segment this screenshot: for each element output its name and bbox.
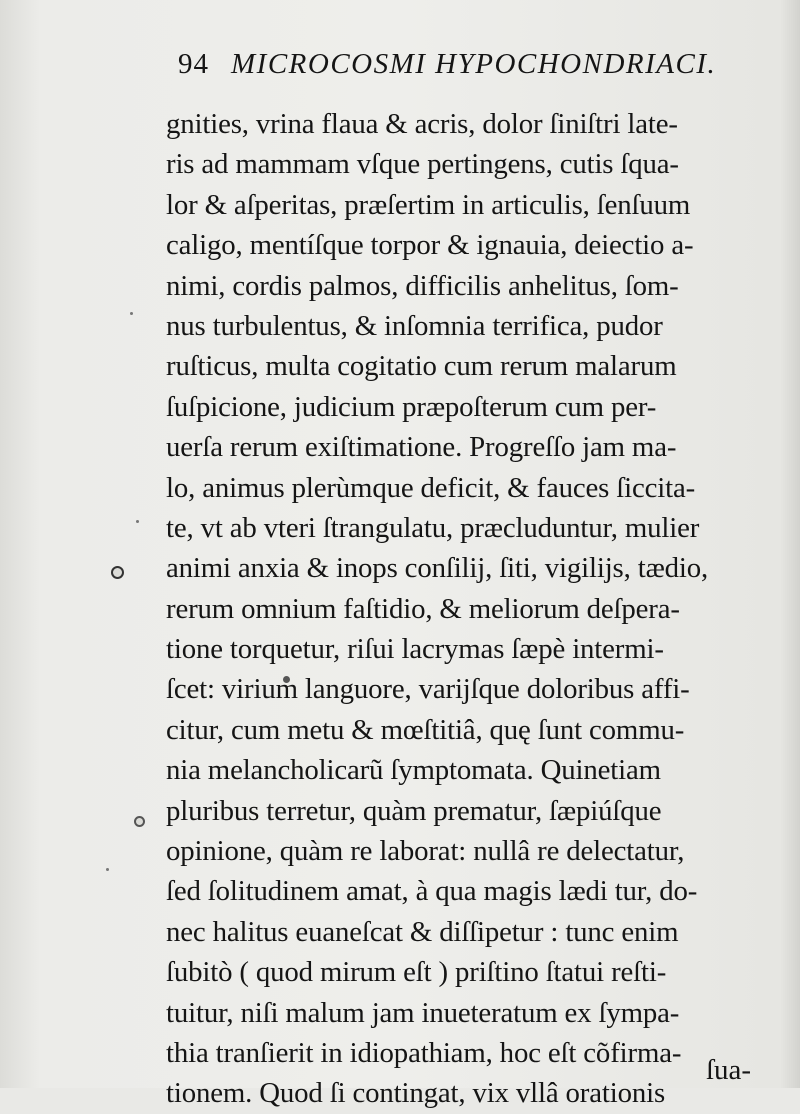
- ink-ring-mark: [111, 566, 124, 579]
- text-line: tuitur, niſi malum jam inueteratum ex ſympa-: [166, 996, 680, 1029]
- text-line: ris ad mammam vſque pertingens, cutis ſqua-: [166, 148, 679, 181]
- text-line: ſed ſolitudinem amat, à qua magis lædi tur, do-: [166, 875, 698, 908]
- text-line: nec halitus euaneſcat & diſſipetur : tunc enim: [166, 915, 679, 948]
- text-line: te, vt ab vteri ſtrangulatu, præcluduntur, mulier: [166, 511, 700, 544]
- page-header: [178, 48, 778, 92]
- text-line: ſuſpicione, judicium præpoſterum cum per-: [166, 390, 657, 423]
- ink-ring-mark: [134, 816, 145, 827]
- text-line: animi anxia & inops conſilij, ſiti, vigilijs, tædio,: [166, 552, 709, 585]
- text-line: ſubitò ( quod mirum eſt ) priſtino ſtatui reſti-: [166, 956, 667, 989]
- text-line: rerum omnium faſtidio, & meliorum deſpera-: [166, 592, 680, 625]
- text-line: lor & aſperitas, præſertim in articulis, ſenſuum: [166, 188, 691, 221]
- text-line: gnities, vrina flaua & acris, dolor ſiniſtri late-: [166, 108, 678, 140]
- text-line: ſcet: virium languore, varijſque doloribus affi-: [166, 673, 690, 706]
- ink-speck: [106, 868, 109, 871]
- text-line: opinione, quàm re laborat: nullâ re delectatur,: [166, 835, 685, 868]
- text-line: citur, cum metu & mœſtitiâ, quę ſunt commu-: [166, 713, 685, 746]
- text-line: pluribus terretur, quàm prematur, ſæpiúſque: [166, 794, 662, 827]
- text-line: nia melancholicarũ ſymptomata. Quinetiam: [166, 754, 661, 787]
- text-line: caligo, mentíſque torpor & ignauia, deiectio a-: [166, 229, 694, 262]
- text-line: nimi, cordis palmos, difficilis anhelitus, ſom-: [166, 269, 679, 302]
- text-line: lo, animus plerùmque deficit, & fauces ſiccita-: [166, 471, 696, 504]
- running-title: MICROCOSMI HYPOCHONDRIACI.: [231, 48, 717, 80]
- page-number: 94: [178, 48, 209, 80]
- text-line: ruſticus, multa cogitatio cum rerum malarum: [166, 350, 677, 383]
- ink-speck: [136, 520, 139, 523]
- catchword: ſua-: [706, 1054, 752, 1086]
- body-text: [166, 104, 782, 1114]
- text-line: thia tranſierit in idiopathiam, hoc eſt cõfirma-: [166, 1036, 682, 1069]
- text-line: tione torquetur, riſui lacrymas ſæpè intermi-: [166, 633, 664, 666]
- text-line: nus turbulentus, & inſomnia terrifica, pudor: [166, 309, 663, 342]
- text-line: uerſa rerum exiſtimatione. Progreſſo jam ma-: [166, 431, 677, 464]
- ink-speck: [130, 312, 133, 315]
- text-line: tionem. Quod ſi contingat, vix vllâ orationis: [166, 1077, 666, 1110]
